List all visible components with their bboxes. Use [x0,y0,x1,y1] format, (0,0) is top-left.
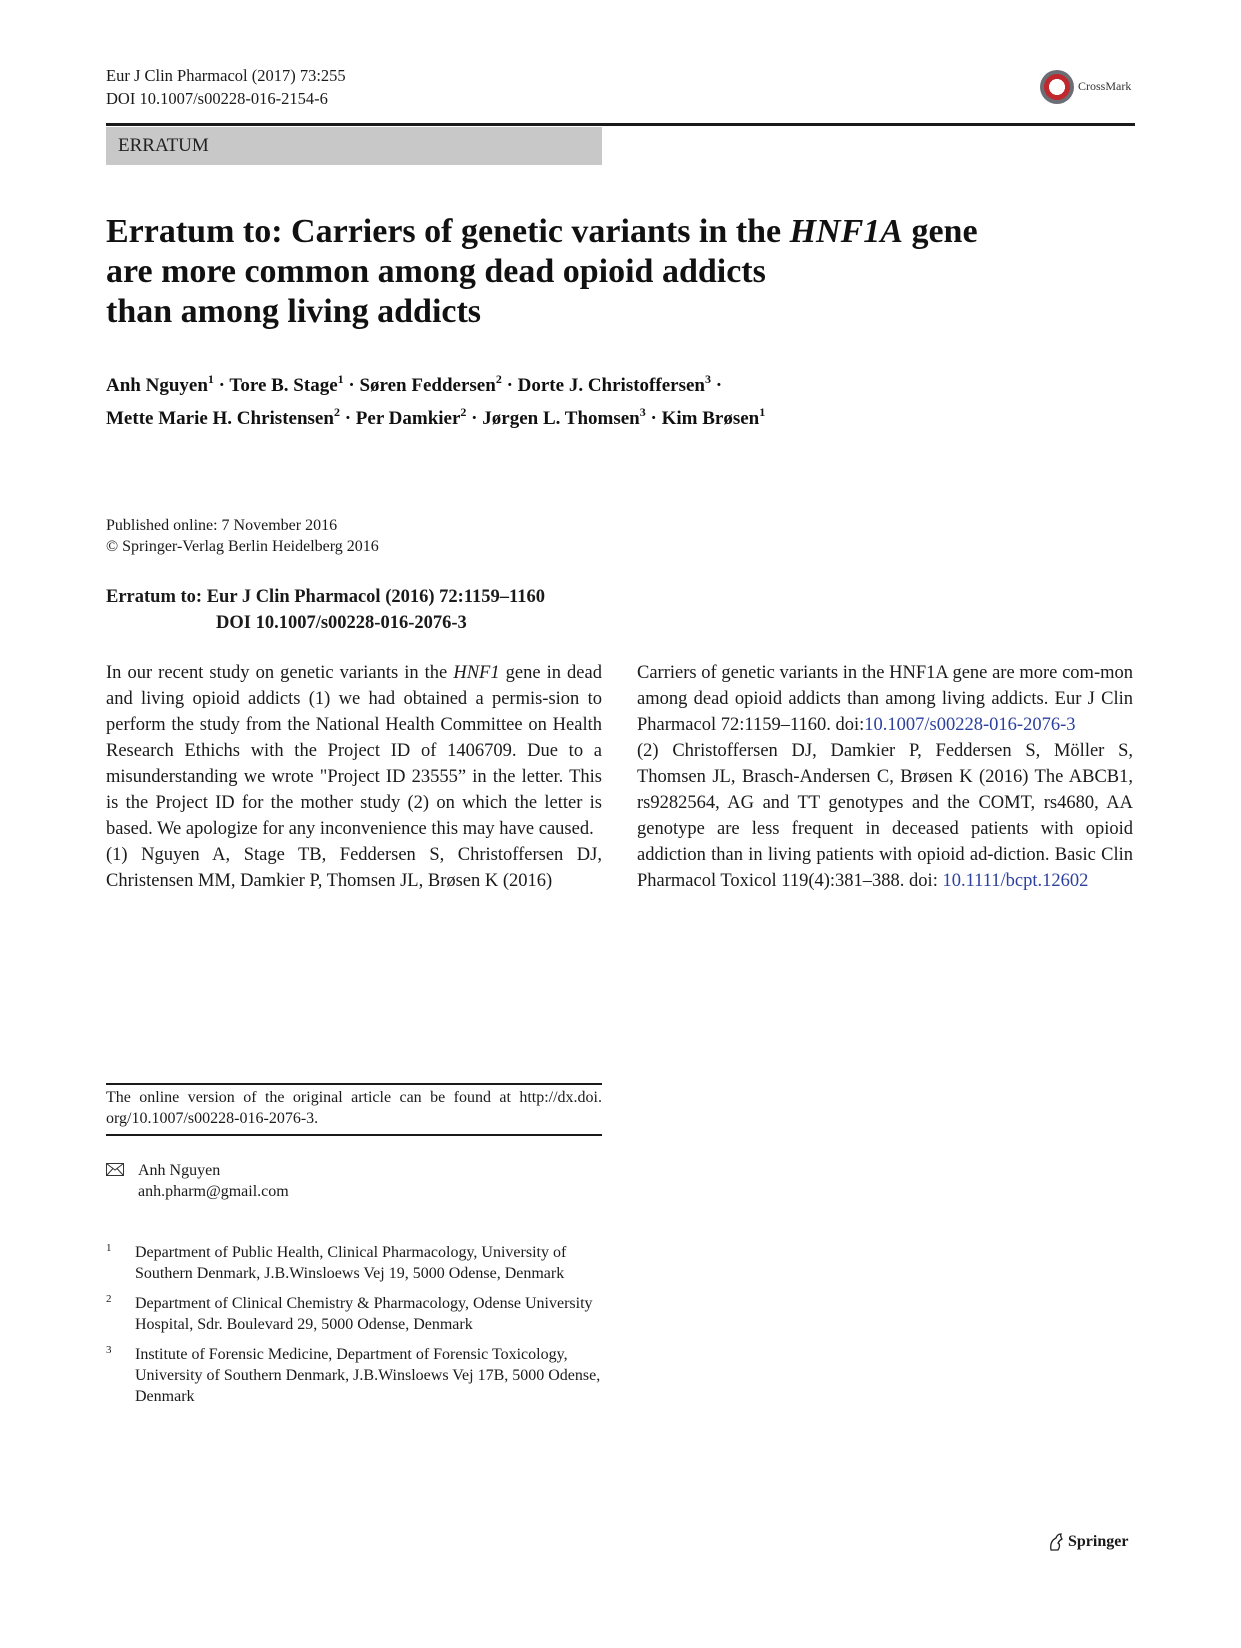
affiliation-number: 1 [106,1242,112,1254]
erratum-ref-doi: DOI 10.1007/s00228-016-2076-3 [216,613,467,633]
author-affil: 1 [337,372,344,386]
erratum-ref-line1: Erratum to: Eur J Clin Pharmacol (2016) 72:1159–1160 [106,587,546,607]
author-affil: 2 [495,372,502,386]
author-affil: 2 [460,405,467,419]
corr-name: Anh Nguyen [138,1162,221,1179]
affiliation-number: 2 [106,1293,112,1305]
affiliation-text: Department of Public Health, Clinical Pharmacology, University of Southern Denmark, J.B.Winsloews Vej 19, 5000 Odense, Denmark [135,1244,567,1282]
reference-2-doi-link[interactable]: 10.1111/bcpt.12602 [942,871,1089,891]
publication-info [106,515,379,557]
author-name[interactable]: Jørgen L. Thomsen [482,408,640,429]
title-line: are more common among dead opioid addicts [106,253,766,290]
author-separator: · [650,408,657,429]
erratum-reference [106,584,626,636]
journal-citation: Eur J Clin Pharmacol (2017) 73:255 [106,66,346,85]
body-text: In our recent study on genetic variants in the [106,663,454,683]
body-column-right [637,660,1133,894]
body-text: gene in dead and living opioid addicts (1) we had obtained a permis-sion to perform the study from the National Health Committee on Health Research Ethichs with the Project ID of 1406709. Due to a misunderstanding we wrote "Project ID 23555” in the letter. This is the Project ID for the mother study (2) on which the letter is based. We apologize for any inconvenience this may have caused. [106,663,602,839]
article-title [106,212,1106,332]
author-affil: 3 [639,405,646,419]
gene-name: HNF1 [453,663,500,683]
crossmark-icon [1040,70,1074,104]
crossmark-label: CrossMark [1078,79,1132,93]
author-separator: · [344,408,352,429]
section-label: ERRATUM [106,127,602,165]
reference-1-start: (1) Nguyen A, Stage TB, Feddersen S, Christoffersen DJ, Christensen MM, Damkier P, Thomsen JL, Brøsen K (2016) [106,845,602,891]
body-column-left [106,660,602,894]
author-name[interactable]: Per Damkier [355,408,461,429]
affiliation-text: Institute of Forensic Medicine, Department of Forensic Toxicology, University of Southern Denmark, J.B.Winsloews Vej 17B, 5000 Odense, Denmark [135,1346,601,1405]
envelope-icon [106,1163,124,1176]
title-line: than among living addicts [106,293,482,330]
reference-text: Carriers of genetic variants in the HNF1A gene are more com-mon among dead opioid addicts than among living addicts. Eur J Clin Pharmacol 72:1159–1160. doi: [637,663,1133,735]
springer-horse-icon [1048,1532,1064,1552]
author-affil: 1 [207,372,214,386]
author-name[interactable]: Mette Marie H. Christensen [106,408,334,429]
author-separator: · [218,375,225,396]
header-rule [106,123,1135,126]
online-version-note: The online version of the original article can be found at http://dx.doi. org/10.1007/s00228-016-2076-3. [106,1089,602,1127]
title-gene: HNF1A [789,213,903,250]
author-separator: · [715,375,723,396]
reference-text: (2) Christoffersen DJ, Damkier P, Feddersen S, Möller S, Thomsen JL, Brasch-Andersen C, Brøsen K (2016) The ABCB1, rs9282564, AG and TT genotypes and the COMT, rs4680, AA genotype are less frequent in deceased patients with opioid addiction than in living patients with opioid ad-diction. Basic Clin Pharmacol Toxicol 119(4):381–388. doi: [637,741,1133,891]
author-name[interactable]: Søren Feddersen [359,375,496,396]
author-name[interactable]: Kim Brøsen [661,408,760,429]
publisher-name: Springer [1068,1533,1129,1550]
body-paragraph [106,660,602,842]
author-name[interactable]: Dorte J. Christoffersen [517,375,705,396]
crossmark-badge[interactable] [1040,66,1140,106]
footnote-rule-bottom [106,1134,602,1136]
footnote-rule-top [106,1083,602,1085]
author-affil: 1 [759,405,766,419]
author-separator: · [348,375,355,396]
published-date: Published online: 7 November 2016 [106,517,338,534]
author-list [106,366,1106,432]
title-part: Erratum to: Carriers of genetic variants in the [106,213,790,250]
corr-email[interactable]: anh.pharm@gmail.com [138,1183,289,1200]
author-separator: · [471,408,478,429]
author-name[interactable]: Tore B. Stage [229,375,338,396]
copyright: © Springer-Verlag Berlin Heidelberg 2016 [106,538,379,555]
affiliation-text: Department of Clinical Chemistry & Pharmacology, Odense University Hospital, Sdr. Boulevard 29, 5000 Odense, Denmark [135,1295,593,1333]
author-separator: · [506,375,513,396]
author-affil: 2 [333,405,340,419]
article-doi: DOI 10.1007/s00228-016-2154-6 [106,89,328,108]
reference-1-doi-link[interactable]: 10.1007/s00228-016-2076-3 [864,715,1076,735]
reference-2 [637,738,1133,894]
author-affil: 3 [704,372,711,386]
title-part: gene [902,213,978,250]
author-name[interactable]: Anh Nguyen [106,375,208,396]
reference-1-cont [637,660,1133,738]
affiliation-number: 3 [106,1344,112,1356]
